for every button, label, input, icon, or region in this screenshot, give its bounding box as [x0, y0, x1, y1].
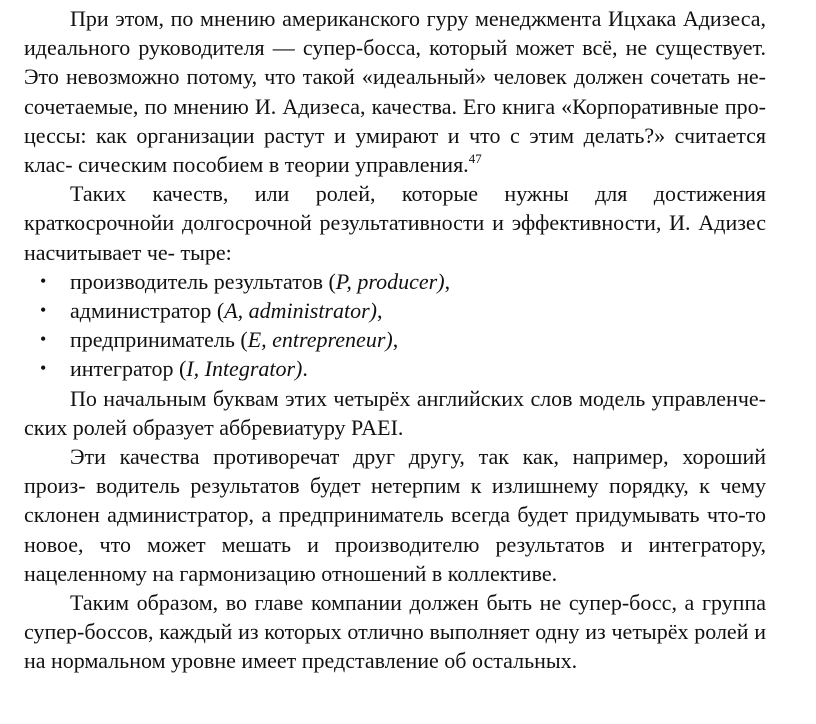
bullet-icon: • [40, 300, 47, 321]
role-name: администратор ( [70, 298, 225, 324]
bullet-icon: • [40, 270, 47, 291]
footnote-reference: 47 [468, 151, 482, 167]
paragraph-1-text: При этом, по мнению американского гуру менеджмента Ицхака Адизеса, идеального руководителя — супер-босса, который может всё, не существует. Это невозможно потому, что такой «идеальный» человек должен сочетать не- сочетаемые, по мнению И. Адизеса, качества. Его книга «Корпоративные про- цессы: как организации растут и умирают и что с этим делать?» считается клас- сическим пособием в теории управления. [24, 6, 766, 178]
role-tail: , [444, 268, 451, 294]
role-tail: , [377, 298, 383, 324]
role-name: производитель результатов ( [70, 268, 336, 294]
role-tail: . [302, 356, 308, 382]
list-item [24, 267, 766, 296]
role-code: P, producer) [335, 268, 445, 294]
roles-list [24, 267, 766, 384]
role-code: A, administrator) [224, 298, 377, 324]
list-item [24, 296, 766, 325]
list-item [24, 325, 766, 354]
bullet-icon: • [40, 358, 47, 379]
role-name: предприниматель ( [70, 327, 248, 353]
role-code: I, Integrator) [186, 356, 303, 382]
paragraph-3: По начальным буквам этих четырёх английских слов модель управленче- ских ролей образует аббревиатуру PAEI. [24, 385, 766, 440]
paragraph-4: Эти качества противоречат друг другу, так как, например, хороший произ- водитель результатов будет нетерпим к излишнему порядку, к чему склонен администратор, а предприниматель всегда будет придумывать что-то новое, что может мешать и производителю результатов и интегратору, нацеленному на гармонизацию отношений в коллективе. [24, 444, 766, 586]
role-code: E, entrepreneur) [247, 327, 393, 353]
paragraph-5: Таким образом, во главе компании должен быть не супер-босс, а группа супер-боссов, каждый из которых отлично выполняет одну из четырёх ролей и на нормальном уровне имеет представление об остальных. [24, 590, 766, 674]
list-item [24, 354, 766, 383]
paragraph-2: Таких качеств, или ролей, которые нужны для достижения краткосрочнойи долгосрочной результативности и эффективности, И. Адизес насчитывает че- тыре: [24, 181, 766, 265]
bullet-icon: • [40, 329, 47, 350]
role-name: интегратор ( [70, 356, 187, 382]
role-tail: , [392, 327, 399, 353]
paragraph-1 [24, 4, 766, 179]
